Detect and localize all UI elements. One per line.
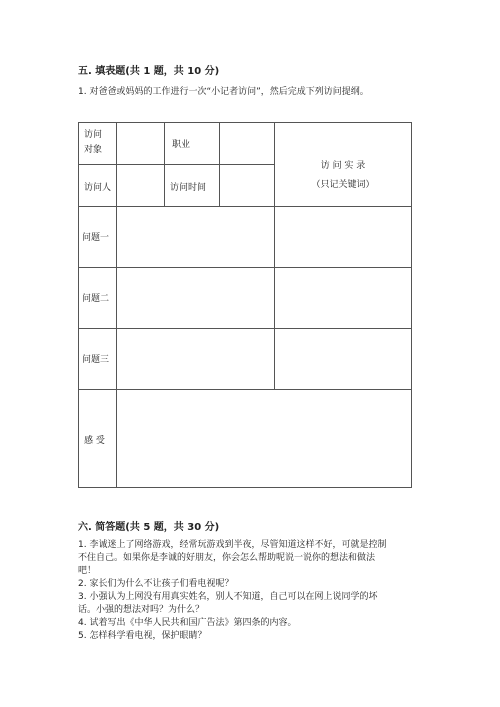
section-5-title: 五. 填表题(共 1 题，共 10 分) [78,66,220,77]
table-rule [78,389,412,390]
interviewee-label-line1: 访问 [84,130,103,140]
interview-table [78,122,412,488]
table-rule [116,122,117,488]
interviewee-label [84,128,102,158]
interview-time-label: 访问时间 [170,183,207,193]
table-rule [164,122,165,206]
q3-line2: 话。小强的想法对吗？为什么？ [78,605,205,615]
row-label-question-1: 问题一 [82,233,110,243]
section-6-title: 六. 简答题(共 5 题，共 30 分) [78,522,220,533]
q1-line3: 吧！ [78,566,97,576]
q1-line2: 不住自己。如果你是李诚的好朋友，你会怎么帮助呢说一说你的想法和做法 [78,553,376,563]
table-rule [78,164,274,165]
q2: 2. 家长们为什么不让孩子们看电视呢？ [78,579,234,589]
table-rule [78,267,412,268]
record-title: 访 问 实 录 [320,161,366,171]
table-rule [78,328,412,329]
q3-line1: 3. 小强认为上网没有用真实姓名，别人不知道，自己可以在网上说同学的坏 [78,592,378,602]
q1-line1: 1. 李诚迷上了网络游戏，经常玩游戏到半夜，尽管知道这样不好，可就是控制 [78,540,387,550]
table-rule [219,122,220,206]
section-6-questions [78,539,418,643]
question-1-text: 1. 对爸爸或妈妈的工作进行一次“小记者访问”，然后完成下列访问提纲。 [78,87,369,97]
row-label-question-2: 问题二 [82,294,110,304]
row-label-feelings: 感 受 [84,436,105,446]
q5: 5. 怎样科学看电视，保护眼睛？ [78,631,207,641]
record-note: （只记关键词） [311,180,375,190]
row-label-question-3: 问题三 [82,355,110,365]
occupation-label: 职业 [172,140,191,150]
interviewer-label: 访问人 [84,183,112,193]
q4: 4. 试着写出《中华人民共和国广告法》第四条的内容。 [78,618,297,628]
table-rule [78,206,412,207]
interviewee-label-line2: 对象 [84,145,103,155]
